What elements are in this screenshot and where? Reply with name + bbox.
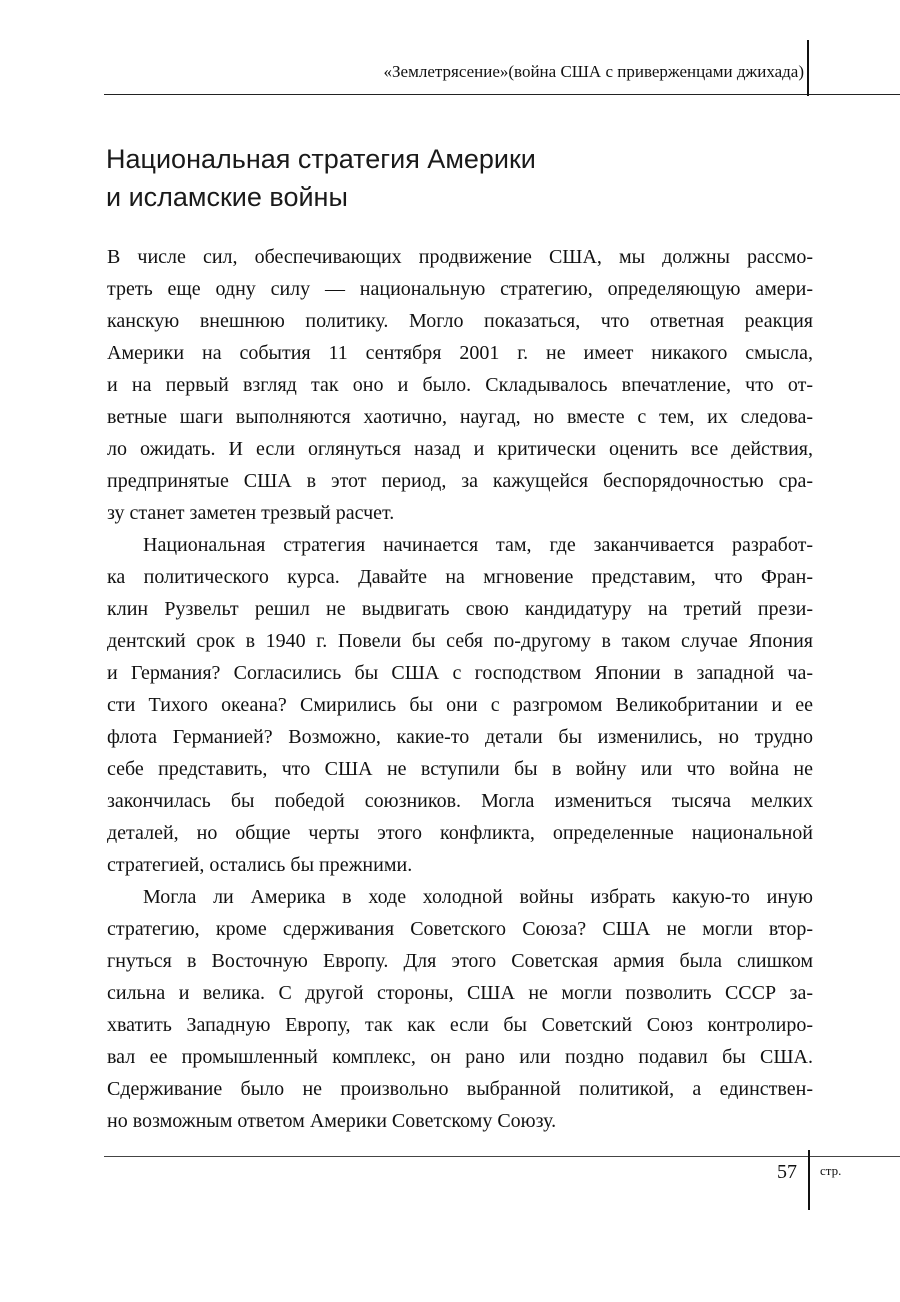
section-title [106,140,536,216]
text-line: закончилась бы победой союзников. Могла измениться тысяча мелких [107,790,813,812]
text-line: В числе сил, обеспечивающих продвижение США, мы должны рассмо- [107,246,813,268]
text-line: себе представить, что США не вступили бы в войну или что война не [107,758,813,780]
text-line: Национальная стратегия начинается там, где заканчивается разработ- [143,534,813,556]
text-line: Могла ли Америка в ходе холодной войны избрать какую-то иную [143,886,813,908]
text-line: деталей, но общие черты этого конфликта, определенные национальной [107,822,813,844]
header-rule [104,94,900,95]
text-line: ло ожидать. И если оглянуться назад и критически оценить все действия, [107,438,813,460]
text-line: гнуться в Восточную Европу. Для этого Советская армия была слишком [107,950,813,972]
paragraph [107,529,813,881]
text-line: ка политического курса. Давайте на мгновение представим, что Фран- [107,566,813,588]
paragraph [107,241,813,529]
text-line: Америки на события 11 сентября 2001 г. не имеет никакого смысла, [107,342,813,364]
text-line: Сдерживание было не произвольно выбранной политикой, а единствен- [107,1078,813,1100]
running-header: «Землетрясение»(война США с приверженцами джихада) [383,62,804,81]
text-line: стратегию, кроме сдерживания Советского Союза? США не могли втор- [107,918,813,940]
section-title-line: и исламские войны [106,182,348,212]
text-line: дентский срок в 1940 г. Повели бы себя по-другому в таком случае Япония [107,630,813,652]
text-line: канскую внешнюю политику. Могло показаться, что ответная реакция [107,310,813,332]
text-line: предпринятые США в этот период, за кажущейся беспорядочностью сра- [107,470,813,492]
text-line: вал ее промышленный комплекс, он рано или поздно подавил бы США. [107,1046,813,1068]
text-line: зу станет заметен трезвый расчет. [107,502,395,524]
text-line: сильна и велика. С другой стороны, США не могли позволить СССР за- [107,982,813,1004]
text-line: ветные шаги выполняются хаотично, наугад, но вместе с тем, их следова- [107,406,813,428]
page-suffix: стр. [820,1163,842,1178]
text-line: флота Германией? Возможно, какие-то детали бы изменились, но трудно [107,726,813,748]
text-line: но возможным ответом Америки Советскому Союзу. [107,1110,557,1132]
section-title-line: Национальная стратегия Америки [106,144,536,174]
body-text [107,241,813,1137]
text-line: стратегией, остались бы прежними. [107,854,413,876]
text-line: клин Рузвельт решил не выдвигать свою кандидатуру на третий прези- [107,598,813,620]
footer-rule [104,1156,900,1157]
text-line: хватить Западную Европу, так как если бы Советский Союз контролиро- [107,1014,813,1036]
footer-vertical-rule [808,1150,810,1210]
text-line: треть еще одну силу — национальную стратегию, определяющую амери- [107,278,813,300]
text-line: и Германия? Согласились бы США с господством Японии в западной ча- [107,662,813,684]
text-line: сти Тихого океана? Смирились бы они с разгромом Великобритании и ее [107,694,813,716]
header-vertical-rule [807,40,809,96]
paragraph [107,881,813,1137]
text-line: и на первый взгляд так оно и было. Складывалось впечатление, что от- [107,374,813,396]
page-number: 57 [777,1161,797,1183]
